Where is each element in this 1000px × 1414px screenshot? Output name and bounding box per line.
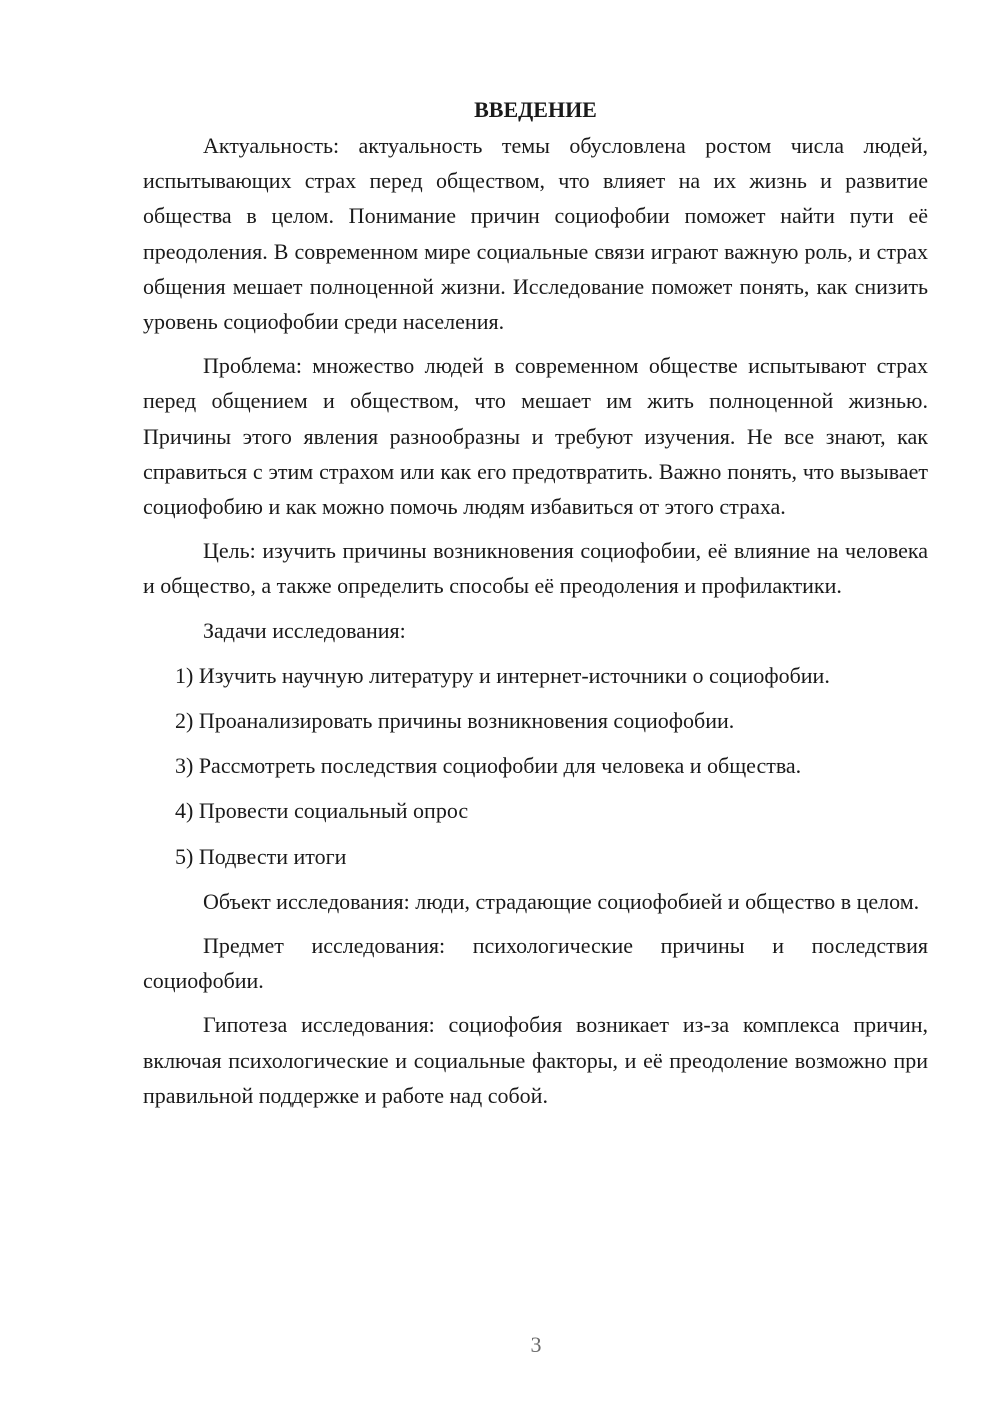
tasks-list	[143, 658, 928, 874]
list-item: 5) Подвести итоги	[175, 843, 347, 869]
list-item: 4) Провести социальный опрос	[175, 798, 469, 824]
hypothesis-paragraph: Гипотеза исследования: социофобия возникает из-за комплекса причин, включая психологические и социальные факторы, и её преодоление возможно при правильной поддержке и работе над собой.	[143, 1012, 928, 1108]
goal-paragraph: Цель: изучить причины возникновения социофобии, её влияние на человека и общество, а также определить способы её преодоления и профилактики.	[143, 538, 928, 599]
list-item: 3) Рассмотреть последствия социофобии для человека и общества.	[175, 753, 802, 779]
page-content	[143, 92, 928, 1122]
subject-paragraph: Предмет исследования: психологические причины и последствия социофобии.	[143, 933, 928, 994]
relevance-paragraph: Актуальность: актуальность темы обусловлена ростом числа людей, испытывающих страх перед обществом, что влияет на их жизнь и развитие общества в целом. Понимание причин социофобии поможет найти пути её преодоления. В современном мире социальные связи играют важную роль, и страх общения мешает полноценной жизни. Исследование поможет понять, как снизить уровень социофобии среди населения.	[143, 133, 928, 335]
page-number: 3	[530, 1332, 542, 1357]
tasks-heading: Задачи исследования:	[203, 617, 406, 643]
problem-paragraph: Проблема: множество людей в современном обществе испытывают страх перед общением и обществом, что мешает им жить полноценной жизнью. Причины этого явления разнообразны и требуют изучения. Не все знают, как справиться с этим страхом или как его предотвратить. Важно понять, что вызывает социофобию и как можно помочь людям избавиться от этого страха.	[143, 353, 928, 520]
page-title: ВВЕДЕНИЕ	[474, 97, 597, 122]
list-item: 2) Проанализировать причины возникновения социофобии.	[175, 708, 735, 734]
object-paragraph: Объект исследования: люди, страдающие социофобией и общество в целом.	[203, 888, 920, 914]
list-item: 1) Изучить научную литературу и интернет-источники о социофобии.	[175, 662, 830, 688]
